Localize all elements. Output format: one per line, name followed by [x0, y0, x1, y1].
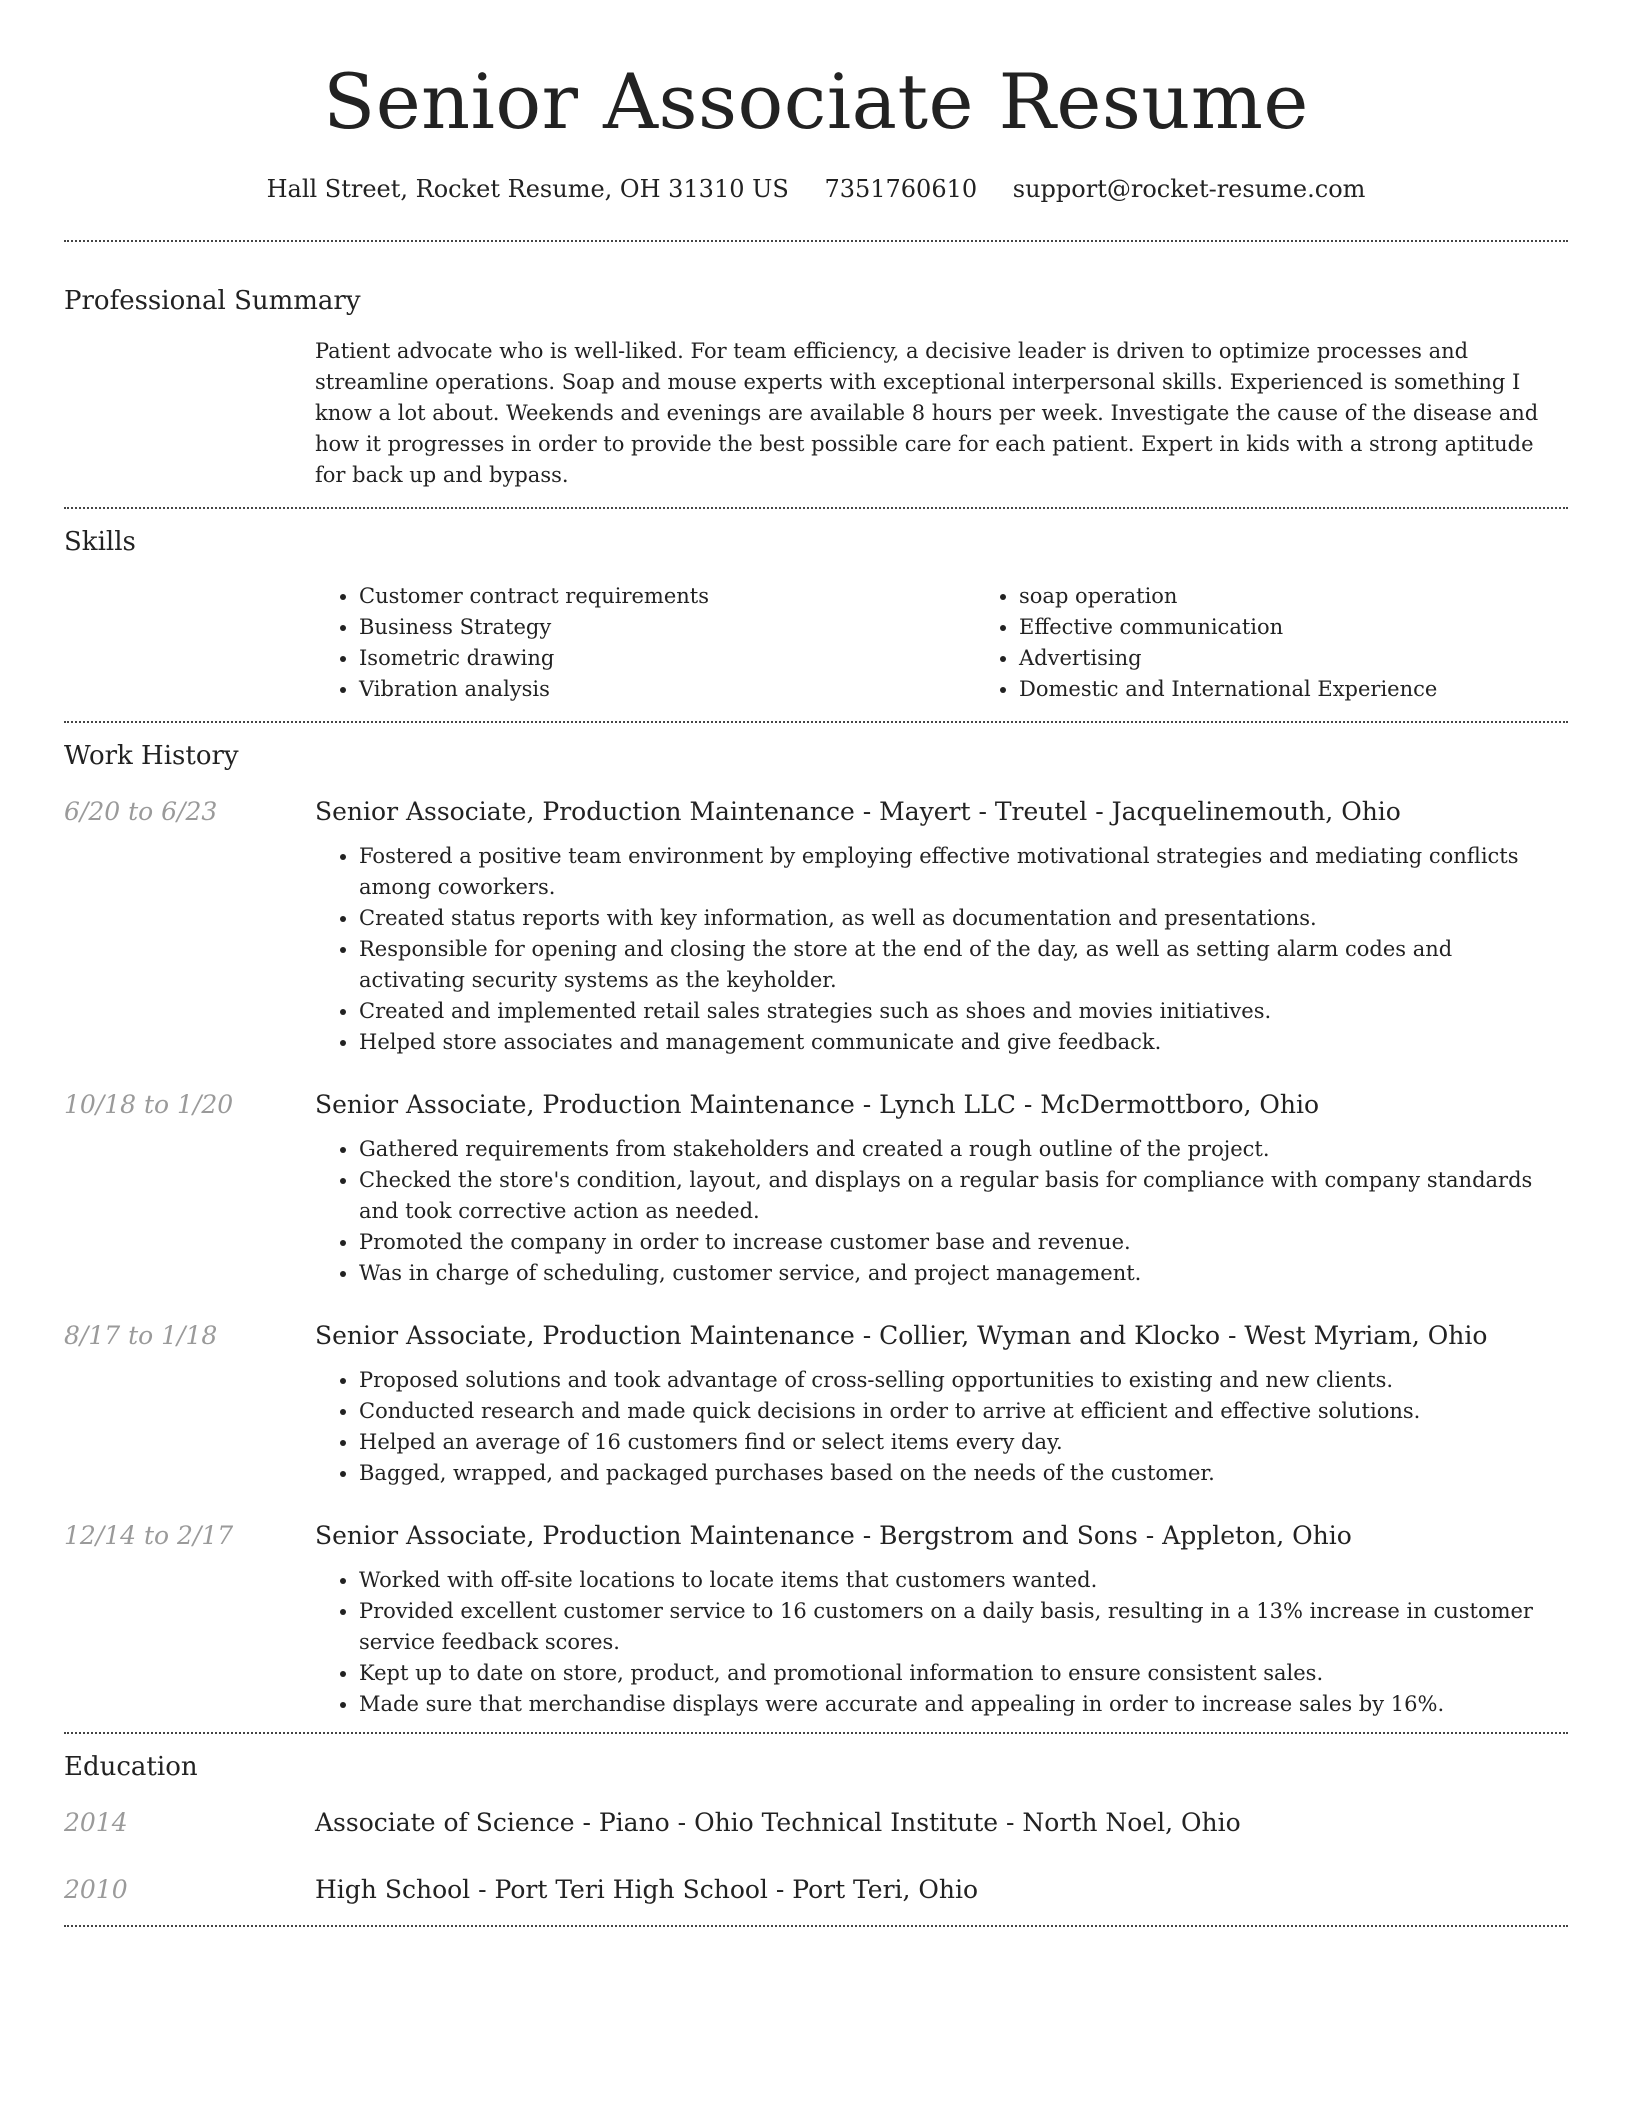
job-body: [315, 795, 1568, 1058]
skill-item: • Customer contract requirements: [359, 581, 975, 612]
contact-phone: 7351760610: [824, 175, 978, 203]
skills-row: [64, 581, 1568, 705]
job-body: [315, 1088, 1568, 1289]
skills-heading: Skills: [64, 527, 136, 557]
job-entry: [64, 795, 1568, 1058]
job-entry: [64, 1519, 1568, 1720]
job-bullet: • Checked the store's condition, layout, and displays on a regular basis for compliance with company standards and took corrective action as needed.: [359, 1165, 1568, 1227]
job-bullets: [315, 1134, 1568, 1289]
summary-body: [315, 336, 1568, 491]
contact-address: Hall Street, Rocket Resume, OH 31310 US: [266, 175, 789, 203]
job-bullets: [315, 841, 1568, 1058]
skill-item: • Effective communication: [1019, 612, 1632, 643]
job-dates: 12/14 to 2/17: [64, 1521, 234, 1550]
job-bullet: • Made sure that merchandise displays were accurate and appealing in order to increase sales by 16%.: [359, 1689, 1568, 1720]
job-body: [315, 1319, 1568, 1489]
job-bullet: • Helped store associates and management communicate and give feedback.: [359, 1027, 1568, 1058]
job-title: Senior Associate, Production Maintenance - Lynch LLC - McDermottboro, Ohio: [315, 1090, 1320, 1119]
divider: [64, 721, 1568, 723]
skills-list-right: [975, 581, 1632, 705]
education-body: [315, 1806, 1568, 1840]
job-title: Senior Associate, Production Maintenance - Collier, Wyman and Klocko - West Myriam, Ohio: [315, 1321, 1488, 1350]
skills-spacer: [64, 581, 315, 705]
divider: [64, 507, 1568, 509]
job-dates: 10/18 to 1/20: [64, 1090, 234, 1119]
education-title: High School - Port Teri High School - Port Teri, Ohio: [315, 1875, 979, 1904]
job-bullets: [315, 1365, 1568, 1489]
job-bullet: • Responsible for opening and closing the store at the end of the day, as well as setting alarm codes and activating security systems as the keyholder.: [359, 934, 1568, 996]
job-bullet: • Worked with off-site locations to locate items that customers wanted.: [359, 1565, 1568, 1596]
skills-list-left: [315, 581, 975, 705]
job-bullet: • Promoted the company in order to increase customer base and revenue.: [359, 1227, 1568, 1258]
contact-email: support@rocket-resume.com: [1012, 175, 1366, 203]
job-bullet: • Created and implemented retail sales strategies such as shoes and movies initiatives.: [359, 996, 1568, 1027]
summary-heading: Professional Summary: [64, 286, 361, 316]
skill-item: • Vibration analysis: [359, 674, 975, 705]
skills-lists: [315, 581, 1632, 705]
education-heading: Education: [64, 1752, 198, 1782]
summary-spacer: [64, 336, 315, 491]
job-bullet: • Proposed solutions and took advantage of cross-selling opportunities to existing and new clients.: [359, 1365, 1568, 1396]
job-bullet: • Helped an average of 16 customers find or select items every day.: [359, 1427, 1568, 1458]
job-dates: 8/17 to 1/18: [64, 1321, 218, 1350]
education-year: 2010: [64, 1875, 128, 1904]
resume-page: [64, 0, 1568, 1927]
job-bullet: • Created status reports with key information, as well as documentation and presentations.: [359, 903, 1568, 934]
job-bullet: • Bagged, wrapped, and packaged purchases based on the needs of the customer.: [359, 1458, 1568, 1489]
divider: [64, 1925, 1568, 1927]
job-entry: [64, 1088, 1568, 1289]
skill-item: • soap operation: [1019, 581, 1632, 612]
job-bullet: • Gathered requirements from stakeholders and created a rough outline of the project.: [359, 1134, 1568, 1165]
job-bullet: • Provided excellent customer service to 16 customers on a daily basis, resulting in a 13% increase in customer service feedback scores.: [359, 1596, 1568, 1658]
summary-row: [64, 336, 1568, 491]
contact-line: [64, 172, 1568, 206]
job-dates: 6/20 to 6/23: [64, 797, 218, 826]
education-body: [315, 1873, 1568, 1907]
education-entry: [64, 1873, 1568, 1907]
skill-item: • Business Strategy: [359, 612, 975, 643]
job-bullet: • Was in charge of scheduling, customer service, and project management.: [359, 1258, 1568, 1289]
job-title: Senior Associate, Production Maintenance - Mayert - Treutel - Jacquelinemouth, Ohio: [315, 797, 1401, 826]
job-title: Senior Associate, Production Maintenance - Bergstrom and Sons - Appleton, Ohio: [315, 1521, 1352, 1550]
job-bullets: [315, 1565, 1568, 1720]
job-bullet: • Kept up to date on store, product, and promotional information to ensure consistent sales.: [359, 1658, 1568, 1689]
skill-item: • Isometric drawing: [359, 643, 975, 674]
job-bullet: • Conducted research and made quick decisions in order to arrive at efficient and effective solutions.: [359, 1396, 1568, 1427]
skill-item: • Advertising: [1019, 643, 1632, 674]
education-entry: [64, 1806, 1568, 1840]
divider: [64, 240, 1568, 242]
resume-title: Senior Associate Resume: [323, 57, 1309, 146]
job-entry: [64, 1319, 1568, 1489]
work-heading: Work History: [64, 741, 239, 771]
job-body: [315, 1519, 1568, 1720]
education-year: 2014: [64, 1808, 128, 1837]
divider: [64, 1732, 1568, 1734]
summary-text: Patient advocate who is well-liked. For team efficiency, a decisive leader is driven to optimize processes and streamline operations. Soap and mouse experts with exceptional interpersonal skills. Experienced is something I know a lot about. Weekends and evenings are available 8 hours per week. Investigate the cause of the disease and how it progresses in order to provide the best possible care for each patient. Expert in kids with a strong aptitude for back up and bypass.: [315, 339, 1539, 487]
job-bullet: • Fostered a positive team environment by employing effective motivational strategies and mediating conflicts among coworkers.: [359, 841, 1568, 903]
education-title: Associate of Science - Piano - Ohio Technical Institute - North Noel, Ohio: [315, 1808, 1241, 1837]
skill-item: • Domestic and International Experience: [1019, 674, 1632, 705]
